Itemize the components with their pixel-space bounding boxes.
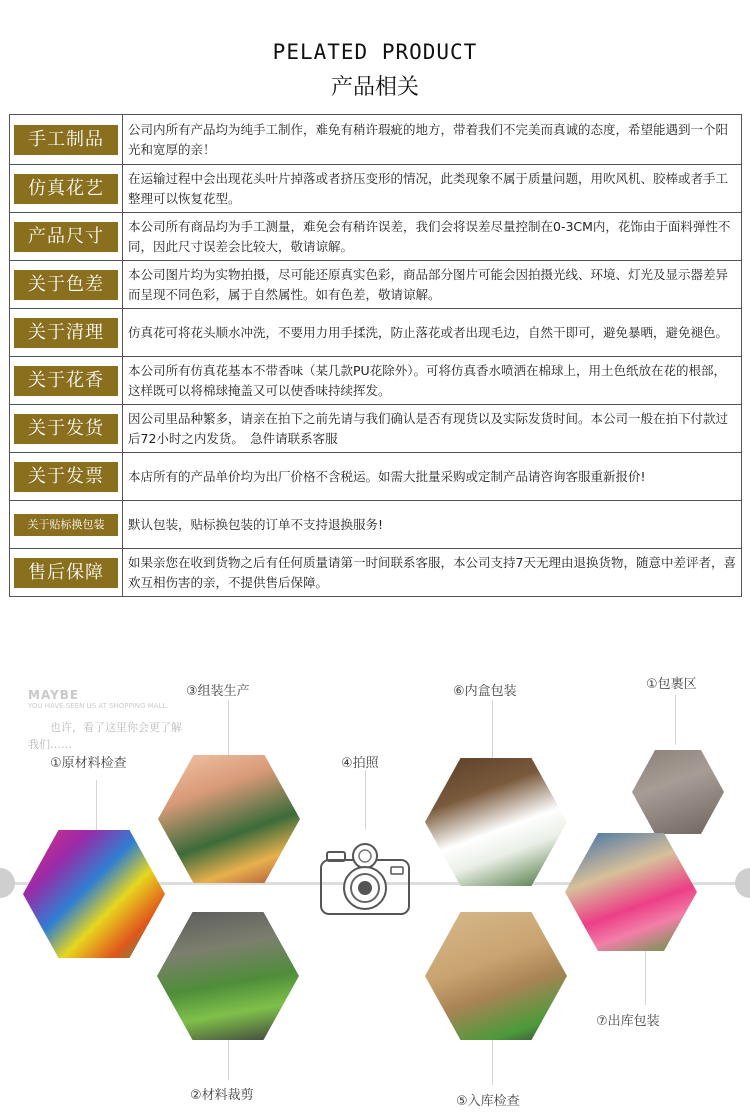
timeline-right-knob	[735, 868, 750, 898]
step-label-outbound-packing: ⑦出库包装	[596, 1014, 660, 1029]
row-label-badge: 关于花香	[14, 366, 118, 396]
row-text: 默认包装，贴标换包装的订单不支持退换服务!	[123, 501, 742, 549]
watermark-tagline: YOU HAVE SEEN US AT SHOPPING MALL.	[28, 702, 169, 710]
info-row	[10, 165, 742, 213]
row-label-badge: 关于清理	[14, 318, 118, 348]
outbound-packing-photo	[565, 833, 697, 951]
info-row	[10, 549, 742, 597]
warehouse-photo	[425, 912, 567, 1040]
package-area-photo	[632, 750, 724, 834]
watermark-line2: 我们……	[28, 738, 72, 751]
row-text: 本公司所有商品均为手工测量，难免会有稍许误差，我们会将误差尽量控制在0-3CM内，花饰由于面料弹性不同，因此尺寸误差会比较大，敬请谅解。	[123, 213, 742, 261]
step-label-inner-box-packing: ⑥内盒包装	[453, 684, 517, 699]
row-text: 仿真花可将花头顺水冲洗，不要用力用手揉洗，防止落花或者出现毛边，自然干即可，避免暴晒，避免褪色。	[123, 309, 742, 357]
row-label-badge: 关于发货	[14, 414, 118, 444]
row-label-badge: 产品尺寸	[14, 222, 118, 252]
info-row	[10, 115, 742, 165]
raw-material-photo	[23, 830, 165, 958]
watermark-brand: MAYBE	[28, 688, 80, 702]
info-row	[10, 309, 742, 357]
row-label-badge: 售后保障	[14, 558, 118, 588]
row-text: 公司内所有产品均为纯手工制作，难免有稍许瑕疵的地方，带着我们不完美而真诚的态度，希望能遇到一个阳光和宽厚的亲！	[123, 115, 742, 165]
step-label-material-cutting: ②材料裁剪	[190, 1088, 254, 1103]
step-label-assembly: ③组装生产	[186, 684, 250, 699]
info-row	[10, 501, 742, 549]
row-label-badge: 手工制品	[14, 125, 118, 155]
connector-line	[365, 770, 366, 830]
row-text: 因公司里品种繁多，请亲在拍下之前先请与我们确认是否有现货以及实际发货时间。本公司一般在拍下付款过后72小时之内发货。 急件请联系客服	[123, 405, 742, 453]
info-row	[10, 405, 742, 453]
info-row	[10, 453, 742, 501]
row-label-badge: 关于发票	[14, 462, 118, 492]
step-label-warehouse-check: ⑤入库检查	[456, 1094, 520, 1109]
info-row	[10, 357, 742, 405]
material-cutting-photo	[157, 912, 299, 1040]
step-label-raw-material-check: ①原材料检查	[50, 756, 127, 771]
row-label-badge: 关于色差	[14, 270, 118, 300]
row-text: 本公司所有仿真花基本不带香味（某几款PU花除外）。可将仿真香水喷洒在棉球上，用土色纸放在花的根部，这样既可以将棉球掩盖又可以使香味持续挥发。	[123, 357, 742, 405]
product-info-table	[9, 114, 742, 597]
assembly-photo	[158, 755, 300, 883]
camera-icon	[315, 840, 415, 920]
row-text: 如果亲您在收到货物之后有任何质量请第一时间联系客服，本公司支持7天无理由退换货物，随意中差评者，喜欢互相伤害的亲，不提供售后保障。	[123, 549, 742, 597]
row-text: 本店所有的产品单价均为出厂价格不含税运。如需大批量采购或定制产品请咨询客服重新报价!	[123, 453, 742, 501]
connector-line	[492, 700, 493, 760]
connector-line	[228, 700, 229, 755]
row-label-badge: 关于贴标换包装	[14, 514, 118, 536]
row-label-badge: 仿真花艺	[14, 174, 118, 204]
inner-box-photo	[425, 758, 567, 886]
connector-line	[645, 945, 646, 1005]
production-process-section	[0, 620, 750, 1120]
step-label-package-area: ①包裹区	[646, 677, 697, 692]
title-chinese: 产品相关	[330, 75, 419, 100]
watermark-line1: 也许，看了这里你会更了解	[50, 721, 182, 734]
title-english: PELATED PRODUCT	[272, 40, 478, 64]
timeline-left-knob	[0, 868, 15, 898]
row-text: 本公司图片均为实物拍摄，尽可能还原真实色彩，商品部分图片可能会因拍摄光线、环境、灯光及显示器差异而呈现不同色彩，属于自然属性。如有色差，敬请谅解。	[123, 261, 742, 309]
info-row	[10, 213, 742, 261]
connector-line	[675, 695, 676, 745]
row-text: 在运输过程中会出现花头叶片掉落或者挤压变形的情况，此类现象不属于质量问题，用吹风机、胶棒或者手工整理可以恢复花型。	[123, 165, 742, 213]
info-row	[10, 261, 742, 309]
step-label-photo: ④拍照	[341, 756, 379, 771]
